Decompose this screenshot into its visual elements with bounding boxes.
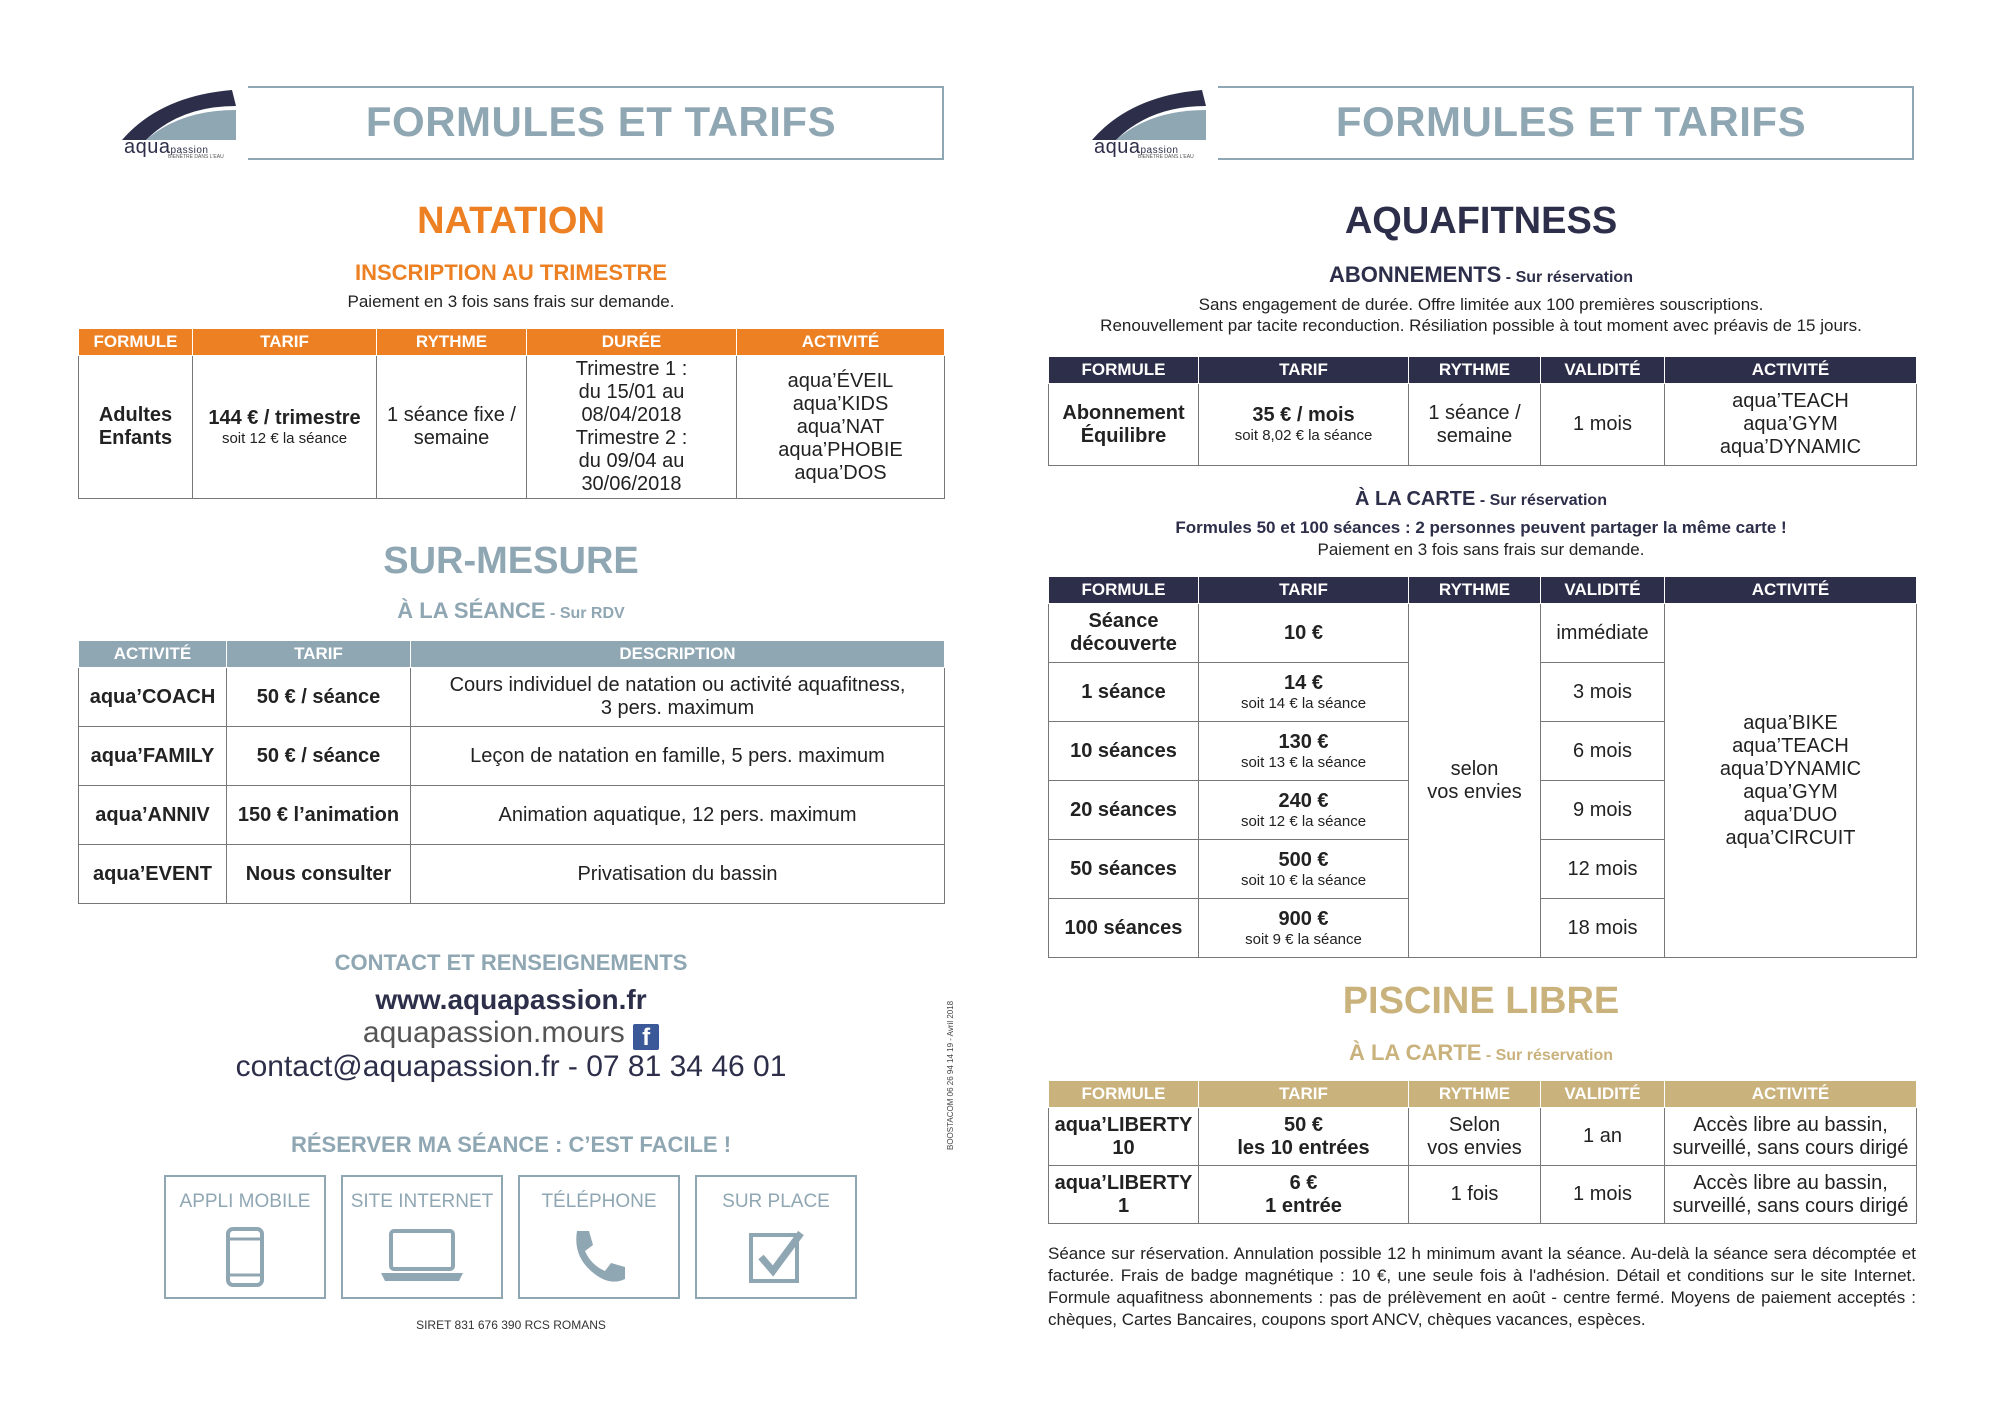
formule-cell: 20 séances [1049, 781, 1199, 840]
tarif-cell: 130 € soit 13 € la séance [1199, 722, 1409, 781]
formule-cell: aqua’LIBERTY 10 [1049, 1108, 1199, 1166]
table-header: ACTIVITÉ [1665, 357, 1917, 384]
validite-cell: 9 mois [1541, 781, 1665, 840]
table-header: DURÉE [527, 329, 737, 356]
tarif-cell: 14 € soit 14 € la séance [1199, 663, 1409, 722]
table-row [1049, 604, 1917, 663]
validite-cell: 3 mois [1541, 663, 1665, 722]
reserver-title: RÉSERVER MA SÉANCE : C’EST FACILE ! [290, 1132, 732, 1157]
aquapassion-logo: aquapassion BIENÊTRE DANS L'EAU [1090, 88, 1212, 164]
formule-cell: 100 séances [1049, 899, 1199, 958]
activite-cell: Accès libre au bassin, surveillé, sans cours dirigé [1665, 1108, 1917, 1166]
formule-cell: Abonnement Équilibre [1049, 384, 1199, 466]
page-title: FORMULES ET TARIFS [365, 98, 837, 145]
surmesure-table [78, 640, 945, 904]
table-header: FORMULE [79, 329, 193, 356]
table-row [79, 668, 945, 727]
table-header: TARIF [227, 641, 411, 668]
table-header: ACTIVITÉ [1665, 577, 1917, 604]
tarif-cell: 240 € soit 12 € la séance [1199, 781, 1409, 840]
contact-section [78, 950, 944, 1084]
conditions-note: Séance sur réservation. Annulation possible 12 h minimum avant la séance. Au-delà la séance sera décomptée et facturée. Frais de badge magnétique : 10 €, une seule fois à l'adhésion. Détail et conditions sur le site Internet. Formule aquafitness abonnements : pas de prélèvement en août - centre fermé. Moyens de paiement acceptés : chèques, Cartes Bancaires, coupons sport ANCV, chèques vacances, espèces. [1048, 1244, 1916, 1330]
validite-cell: 18 mois [1541, 899, 1665, 958]
right-page [1000, 0, 2000, 1414]
table-row [79, 786, 945, 845]
carte-note-2: Paiement en 3 fois sans frais sur demande. [1317, 540, 1645, 559]
table-header: FORMULE [1049, 357, 1199, 384]
activite-cell: aqua’ANNIV [79, 786, 227, 845]
table-row [1049, 384, 1917, 466]
abonnements-note-1: Sans engagement de durée. Offre limitée aux 100 premières souscriptions. [1198, 295, 1764, 314]
activite-cell: aqua’TEACH aqua’GYM aqua’DYNAMIC [1665, 384, 1917, 466]
carte-table [1048, 576, 1917, 958]
appli-mobile-option[interactable]: APPLI MOBILE [164, 1175, 326, 1299]
print-note: BOOSTACOM 06 26 94 14 19 - Avril 2018 [946, 1000, 955, 1150]
formule-cell: 10 séances [1049, 722, 1199, 781]
siret: SIRET 831 676 390 RCS ROMANS [416, 1318, 606, 1332]
abonnement-table [1048, 356, 1917, 466]
surmesure-title: SUR-MESURE [383, 540, 639, 582]
table-row [79, 356, 945, 499]
rythme-cell: 1 séance / semaine [1409, 384, 1541, 466]
table-header: RYTHME [1409, 1081, 1541, 1108]
table-row [1049, 1166, 1917, 1224]
table-header: VALIDITÉ [1541, 577, 1665, 604]
tarif-cell: 35 € / mois soit 8,02 € la séance [1199, 384, 1409, 466]
activite-cell: aqua’FAMILY [79, 727, 227, 786]
tarif-cell: 150 € l’animation [227, 786, 411, 845]
abonnements-subtitle: ABONNEMENTS - Sur réservation [1329, 262, 1633, 287]
formule-cell: aqua’LIBERTY 1 [1049, 1166, 1199, 1224]
formule-cell: Séance découverte [1049, 604, 1199, 663]
table-header: TARIF [193, 329, 377, 356]
table-header-row [1049, 577, 1917, 604]
mobile-phone-icon [224, 1227, 266, 1287]
table-header: TARIF [1199, 1081, 1409, 1108]
table-row [1049, 1108, 1917, 1166]
validite-cell: 1 mois [1541, 1166, 1665, 1224]
table-header: VALIDITÉ [1541, 357, 1665, 384]
tarif-cell: Nous consulter [227, 845, 411, 904]
piscine-subtitle: À LA CARTE - Sur réservation [1348, 1040, 1613, 1065]
table-header: RYTHME [1409, 357, 1541, 384]
table-row [79, 845, 945, 904]
header-frame [78, 86, 944, 160]
validite-cell: immédiate [1541, 604, 1665, 663]
piscine-title: PISCINE LIBRE [1342, 980, 1620, 1022]
table-header: ACTIVITÉ [79, 641, 227, 668]
table-header-row [1049, 357, 1917, 384]
natation-table [78, 328, 945, 499]
duree-cell: Trimestre 1 : du 15/01 au 08/04/2018 Trimestre 2 : du 09/04 au 30/06/2018 [527, 356, 737, 499]
table-header-row [79, 329, 945, 356]
activite-cell: aqua’EVENT [79, 845, 227, 904]
site-internet-option[interactable]: SITE INTERNET [341, 1175, 503, 1299]
phone-handset-icon [569, 1227, 629, 1287]
website-link[interactable]: www.aquapassion.fr [375, 984, 647, 1015]
rythme-cell: Selon vos envies [1409, 1108, 1541, 1166]
tarif-cell: 500 € soit 10 € la séance [1199, 840, 1409, 899]
facebook-link[interactable]: aquapassion.mours f [78, 1016, 944, 1050]
carte-note-1: Formules 50 et 100 séances : 2 personnes peuvent partager la même carte ! [1175, 518, 1787, 537]
table-header: DESCRIPTION [411, 641, 945, 668]
validite-cell: 6 mois [1541, 722, 1665, 781]
validite-cell: 1 mois [1541, 384, 1665, 466]
table-header: VALIDITÉ [1541, 1081, 1665, 1108]
page-title: FORMULES ET TARIFS [1335, 98, 1807, 145]
formule-cell: 1 séance [1049, 663, 1199, 722]
validite-cell: 12 mois [1541, 840, 1665, 899]
description-cell: Leçon de natation en famille, 5 pers. maximum [411, 727, 945, 786]
abonnements-note-2: Renouvellement par tacite reconduction. Résiliation possible à tout moment avec préavis de 15 jours. [1100, 316, 1862, 335]
formule-cell: Adultes Enfants [79, 356, 193, 499]
sur-place-option[interactable]: SUR PLACE [695, 1175, 857, 1299]
telephone-option[interactable]: TÉLÉPHONE [518, 1175, 680, 1299]
natation-note: Paiement en 3 fois sans frais sur demande. [347, 292, 675, 311]
rythme-cell: 1 fois [1409, 1166, 1541, 1224]
natation-title: NATATION [417, 200, 605, 242]
tarif-cell: 144 € / trimestre soit 12 € la séance [193, 356, 377, 499]
table-header: TARIF [1199, 577, 1409, 604]
surmesure-subtitle: À LA SÉANCE - Sur RDV [397, 598, 625, 623]
formule-cell: 50 séances [1049, 840, 1199, 899]
rythme-cell: 1 séance fixe / semaine [377, 356, 527, 499]
aquapassion-logo: aquapassion BIENÊTRE DANS L'EAU [120, 88, 242, 164]
table-row [79, 727, 945, 786]
tarif-cell: 900 € soit 9 € la séance [1199, 899, 1409, 958]
activite-cell: Accès libre au bassin, surveillé, sans cours dirigé [1665, 1166, 1917, 1224]
table-header: FORMULE [1049, 577, 1199, 604]
description-cell: Privatisation du bassin [411, 845, 945, 904]
activite-cell: aqua’COACH [79, 668, 227, 727]
validite-cell: 1 an [1541, 1108, 1665, 1166]
table-header: RYTHME [377, 329, 527, 356]
description-cell: Cours individuel de natation ou activité aquafitness, 3 pers. maximum [411, 668, 945, 727]
table-header: FORMULE [1049, 1081, 1199, 1108]
tarif-cell: 50 € / séance [227, 727, 411, 786]
rythme-cell: selon vos envies [1409, 604, 1541, 958]
carte-subtitle: À LA CARTE - Sur réservation [1355, 488, 1607, 510]
contact-title: CONTACT ET RENSEIGNEMENTS [334, 950, 688, 975]
table-header-row [1049, 1081, 1917, 1108]
table-header-row [79, 641, 945, 668]
tarif-cell: 6 € 1 entrée [1199, 1166, 1409, 1224]
facebook-icon: f [633, 1024, 659, 1050]
email-phone[interactable]: contact@aquapassion.fr - 07 81 34 46 01 [235, 1050, 787, 1083]
description-cell: Animation aquatique, 12 pers. maximum [411, 786, 945, 845]
table-header: ACTIVITÉ [737, 329, 945, 356]
activite-cell: aqua’BIKE aqua’TEACH aqua’DYNAMIC aqua’GYM aqua’DUO aqua’CIRCUIT [1665, 604, 1917, 958]
table-header: TARIF [1199, 357, 1409, 384]
laptop-icon [379, 1227, 465, 1283]
checkbox-icon [747, 1227, 805, 1285]
tarif-cell: 10 € [1199, 604, 1409, 663]
tarif-cell: 50 € les 10 entrées [1199, 1108, 1409, 1166]
tarif-cell: 50 € / séance [227, 668, 411, 727]
piscine-table [1048, 1080, 1917, 1224]
natation-subtitle: INSCRIPTION AU TRIMESTRE [354, 260, 668, 285]
activite-cell: aqua’ÉVEIL aqua’KIDS aqua’NAT aqua’PHOBIE aqua’DOS [737, 356, 945, 499]
table-header: RYTHME [1409, 577, 1541, 604]
table-header: ACTIVITÉ [1665, 1081, 1917, 1108]
aquafitness-title: AQUAFITNESS [1344, 200, 1618, 242]
header-frame [1048, 86, 1914, 160]
